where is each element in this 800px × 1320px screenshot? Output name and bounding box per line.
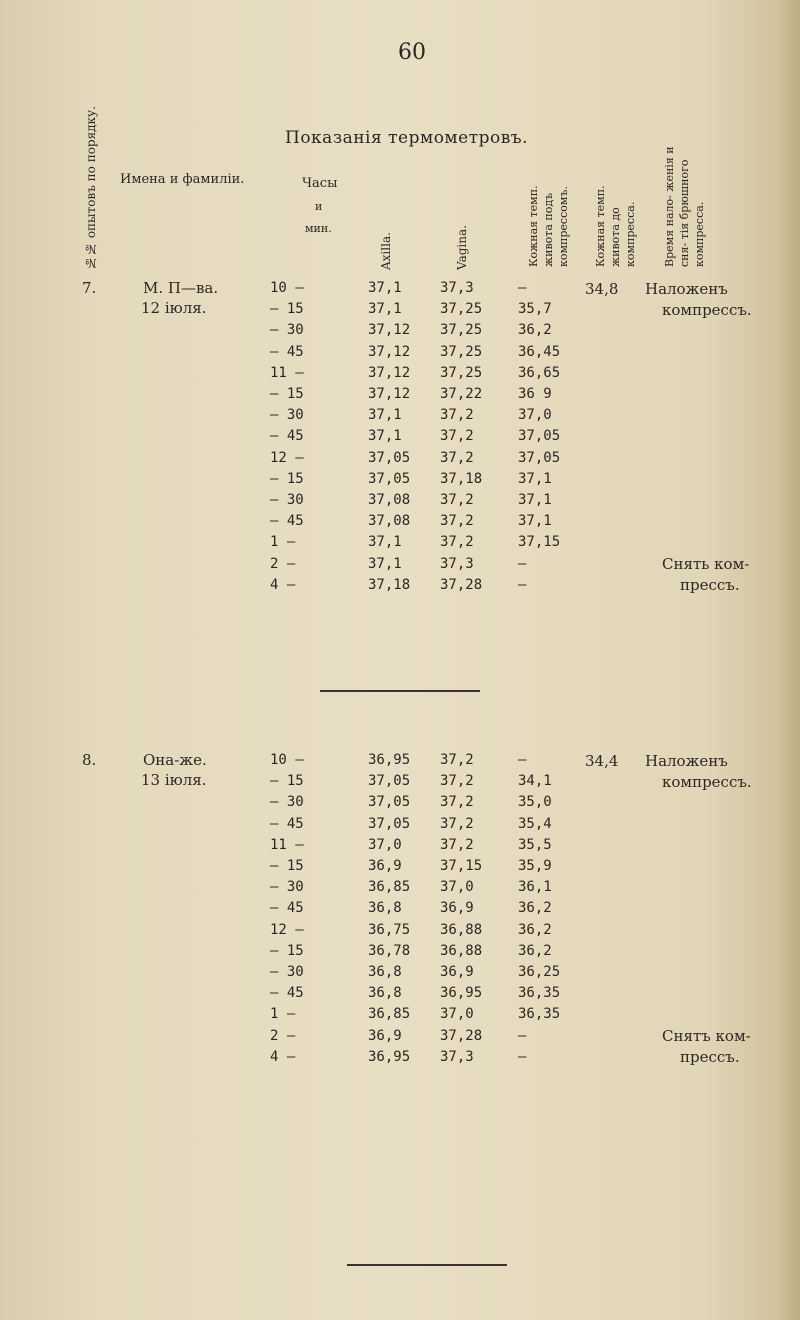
time-cell: 1 — — [270, 1006, 296, 1023]
skin-temp-under-compress-cell: 36,2 — [518, 921, 552, 938]
skin-temp-under-compress-cell: 34,1 — [518, 773, 552, 790]
time-cell: — 45 — [270, 428, 304, 445]
time-cell: — 30 — [270, 407, 304, 424]
note-compress-applied: Наложенъ — [645, 280, 728, 298]
skin-temp-under-compress-cell: 36,1 — [518, 879, 552, 896]
skin-temp-under-compress-cell: 36,2 — [518, 322, 552, 339]
time-cell: — 30 — [270, 794, 304, 811]
note-compress-removed: Снять ком- — [662, 554, 750, 573]
note-compress-applied-cont: компрессъ. — [662, 773, 752, 792]
axilla-temp-cell: 37,12 — [368, 322, 411, 339]
vagina-temp-cell: 37,2 — [440, 449, 474, 466]
vagina-temp-cell: 37,25 — [440, 343, 483, 360]
note-compress-applied: Наложенъ — [645, 752, 728, 770]
axilla-temp-cell: 37,12 — [368, 364, 411, 381]
skin-temp-under-compress-cell: 36,35 — [518, 1006, 561, 1023]
skin-temp-under-compress-cell: 35,7 — [518, 301, 552, 318]
axilla-temp-cell: 37,1 — [368, 280, 402, 296]
note-compress-removed: Снятъ ком- — [662, 1026, 751, 1045]
axilla-temp-cell: 36,78 — [368, 942, 411, 959]
time-cell: — 30 — [270, 964, 304, 980]
vagina-temp-cell: 37,15 — [440, 858, 483, 874]
axilla-temp-cell: 37,0 — [368, 836, 402, 853]
skin-temp-under-compress-cell: — — [518, 576, 527, 593]
vagina-temp-cell: 37,3 — [440, 555, 474, 572]
header-time-line1: Часы — [302, 176, 338, 191]
patient-name: М. П—ва. — [143, 279, 219, 297]
axilla-temp-cell: 36,85 — [368, 1006, 411, 1023]
skin-temp-under-compress-cell: — — [518, 555, 527, 572]
vagina-temp-cell: 37,0 — [440, 1006, 474, 1023]
vagina-temp-cell: 37,2 — [440, 752, 474, 768]
axilla-temp-cell: 37,05 — [368, 794, 411, 811]
axilla-temp-cell: 37,08 — [368, 513, 411, 530]
time-cell: — 45 — [270, 513, 304, 530]
header-experiment-number: №№ опытовъ по порядку. — [84, 106, 98, 270]
vagina-temp-cell: 37,0 — [440, 879, 474, 896]
axilla-temp-cell: 37,1 — [368, 301, 402, 318]
page-number: 60 — [398, 40, 426, 65]
axilla-temp-cell: 37,05 — [368, 470, 411, 487]
axilla-temp-cell: 37,12 — [368, 343, 411, 360]
skin-temp-under-compress-cell: 37,1 — [518, 513, 552, 530]
axilla-temp-cell: 37,1 — [368, 534, 402, 551]
time-cell: 10 — — [270, 280, 304, 296]
skin-temp-under-compress-cell: 36,25 — [518, 964, 561, 980]
axilla-temp-cell: 37,05 — [368, 449, 411, 466]
skin-temp-under-compress-cell: 36,45 — [518, 343, 561, 360]
skin-temp-under-compress-cell: 35,4 — [518, 815, 552, 832]
vagina-temp-cell: 37,2 — [440, 407, 474, 424]
axilla-temp-cell: 37,18 — [368, 576, 411, 593]
header-compress-time: Время нало- женія и сня- тія брюшного компресса. — [663, 146, 706, 267]
axilla-temp-cell: 37,05 — [368, 815, 411, 832]
vagina-temp-cell: 37,2 — [440, 513, 474, 530]
note-compress-removed-cont: прессъ. — [680, 1047, 740, 1066]
vagina-temp-cell: 37,2 — [440, 534, 474, 551]
header-time-line3: мин. — [305, 222, 332, 235]
axilla-temp-cell: 36,9 — [368, 858, 402, 874]
page-edge-shadow — [776, 0, 800, 1320]
vagina-temp-cell: 36,88 — [440, 921, 483, 938]
time-cell: — 30 — [270, 492, 304, 508]
time-cell: 11 — — [270, 836, 304, 853]
axilla-temp-cell: 36,9 — [368, 1027, 402, 1044]
axilla-temp-cell: 36,8 — [368, 985, 402, 1002]
skin-temp-under-compress-cell: 36,2 — [518, 900, 552, 917]
time-cell: — 45 — [270, 343, 304, 360]
time-cell: — 45 — [270, 900, 304, 917]
skin-temp-under-compress-cell: 37,1 — [518, 470, 552, 487]
skin-temp-under-compress-cell: 36,2 — [518, 942, 552, 959]
table-title: Показанія термометровъ. — [285, 128, 529, 148]
time-cell: 1 — — [270, 534, 296, 551]
vagina-temp-cell: 37,2 — [440, 492, 474, 508]
time-cell: — 15 — [270, 858, 304, 874]
skin-temp-under-compress-cell: — — [518, 1048, 527, 1065]
time-cell: — 15 — [270, 942, 304, 959]
vagina-temp-cell: 37,25 — [440, 364, 483, 381]
skin-temp-under-compress-cell: 37,0 — [518, 407, 552, 424]
header-skin-before-compress: Кожная темп. живота до компресса. — [594, 185, 637, 267]
vagina-temp-cell: 37,3 — [440, 280, 474, 296]
time-cell: 11 — — [270, 364, 304, 381]
axilla-temp-cell: 37,1 — [368, 407, 402, 424]
time-cell: 4 — — [270, 1048, 296, 1065]
header-vagina: Vagina. — [455, 225, 469, 270]
header-skin-under-compress: Кожная темп. живота подъ компрессомъ. — [527, 185, 570, 267]
axilla-temp-cell: 36,95 — [368, 752, 411, 768]
time-cell: — 15 — [270, 773, 304, 790]
vagina-temp-cell: 37,2 — [440, 836, 474, 853]
vagina-temp-cell: 37,2 — [440, 815, 474, 832]
skin-temp-under-compress-cell: 36 9 — [518, 386, 552, 402]
time-cell: — 15 — [270, 301, 304, 318]
time-cell: — 15 — [270, 470, 304, 487]
skin-temp-under-compress-cell: 37,05 — [518, 428, 561, 445]
time-cell: — 30 — [270, 322, 304, 339]
vagina-temp-cell: 36,9 — [440, 964, 474, 980]
skin-temp-under-compress-cell: 35,0 — [518, 794, 552, 811]
skin-temp-under-compress-cell: 37,15 — [518, 534, 561, 551]
note-compress-removed-cont: прессъ. — [680, 575, 740, 594]
axilla-temp-cell: 37,08 — [368, 492, 411, 508]
axilla-temp-cell: 36,8 — [368, 964, 402, 980]
time-cell: 12 — — [270, 449, 304, 466]
vagina-temp-cell: 36,88 — [440, 942, 483, 959]
skin-temp-under-compress-cell: 36,35 — [518, 985, 561, 1002]
note-compress-applied-cont: компрессъ. — [662, 301, 752, 320]
skin-temp-before-compress: 34,4 — [585, 752, 619, 770]
time-cell: 12 — — [270, 921, 304, 938]
header-time-line2: и — [315, 200, 323, 213]
time-cell: 4 — — [270, 576, 296, 593]
vagina-temp-cell: 36,95 — [440, 985, 483, 1002]
time-cell: — 45 — [270, 985, 304, 1002]
skin-temp-under-compress-cell: 35,5 — [518, 836, 552, 853]
experiment-date: 12 іюля. — [141, 299, 207, 318]
header-axilla: Axilla. — [379, 232, 393, 270]
time-cell: 10 — — [270, 752, 304, 768]
vagina-temp-cell: 37,28 — [440, 576, 483, 593]
skin-temp-under-compress-cell: 36,65 — [518, 364, 561, 381]
axilla-temp-cell: 36,95 — [368, 1048, 411, 1065]
skin-temp-under-compress-cell: 37,05 — [518, 449, 561, 466]
axilla-temp-cell: 36,85 — [368, 879, 411, 896]
skin-temp-before-compress: 34,8 — [585, 280, 619, 298]
vagina-temp-cell: 37,3 — [440, 1048, 474, 1065]
axilla-temp-cell: 37,1 — [368, 555, 402, 572]
vagina-temp-cell: 37,25 — [440, 322, 483, 339]
axilla-temp-cell: 37,05 — [368, 773, 411, 790]
experiment-date: 13 іюля. — [141, 771, 207, 790]
time-cell: 2 — — [270, 555, 296, 572]
separator-rule-bottom — [347, 1264, 507, 1266]
experiment-number: 8. — [82, 751, 97, 769]
axilla-temp-cell: 37,12 — [368, 386, 411, 402]
time-cell: 2 — — [270, 1027, 296, 1044]
vagina-temp-cell: 37,2 — [440, 773, 474, 790]
header-names: Имена и фамиліи. — [120, 172, 245, 187]
time-cell: — 15 — [270, 386, 304, 402]
vagina-temp-cell: 37,2 — [440, 428, 474, 445]
axilla-temp-cell: 37,1 — [368, 428, 402, 445]
vagina-temp-cell: 36,9 — [440, 900, 474, 917]
vagina-temp-cell: 37,18 — [440, 470, 483, 487]
axilla-temp-cell: 36,8 — [368, 900, 402, 917]
vagina-temp-cell: 37,2 — [440, 794, 474, 811]
time-cell: — 30 — [270, 879, 304, 896]
skin-temp-under-compress-cell: — — [518, 1027, 527, 1044]
separator-rule — [320, 690, 480, 692]
skin-temp-under-compress-cell: 37,1 — [518, 492, 552, 508]
vagina-temp-cell: 37,25 — [440, 301, 483, 318]
axilla-temp-cell: 36,75 — [368, 921, 411, 938]
skin-temp-under-compress-cell: — — [518, 752, 527, 768]
skin-temp-under-compress-cell: — — [518, 280, 527, 296]
patient-name: Она-же. — [143, 751, 207, 769]
experiment-number: 7. — [82, 279, 97, 297]
time-cell: — 45 — [270, 815, 304, 832]
skin-temp-under-compress-cell: 35,9 — [518, 858, 552, 874]
vagina-temp-cell: 37,22 — [440, 386, 483, 402]
vagina-temp-cell: 37,28 — [440, 1027, 483, 1044]
